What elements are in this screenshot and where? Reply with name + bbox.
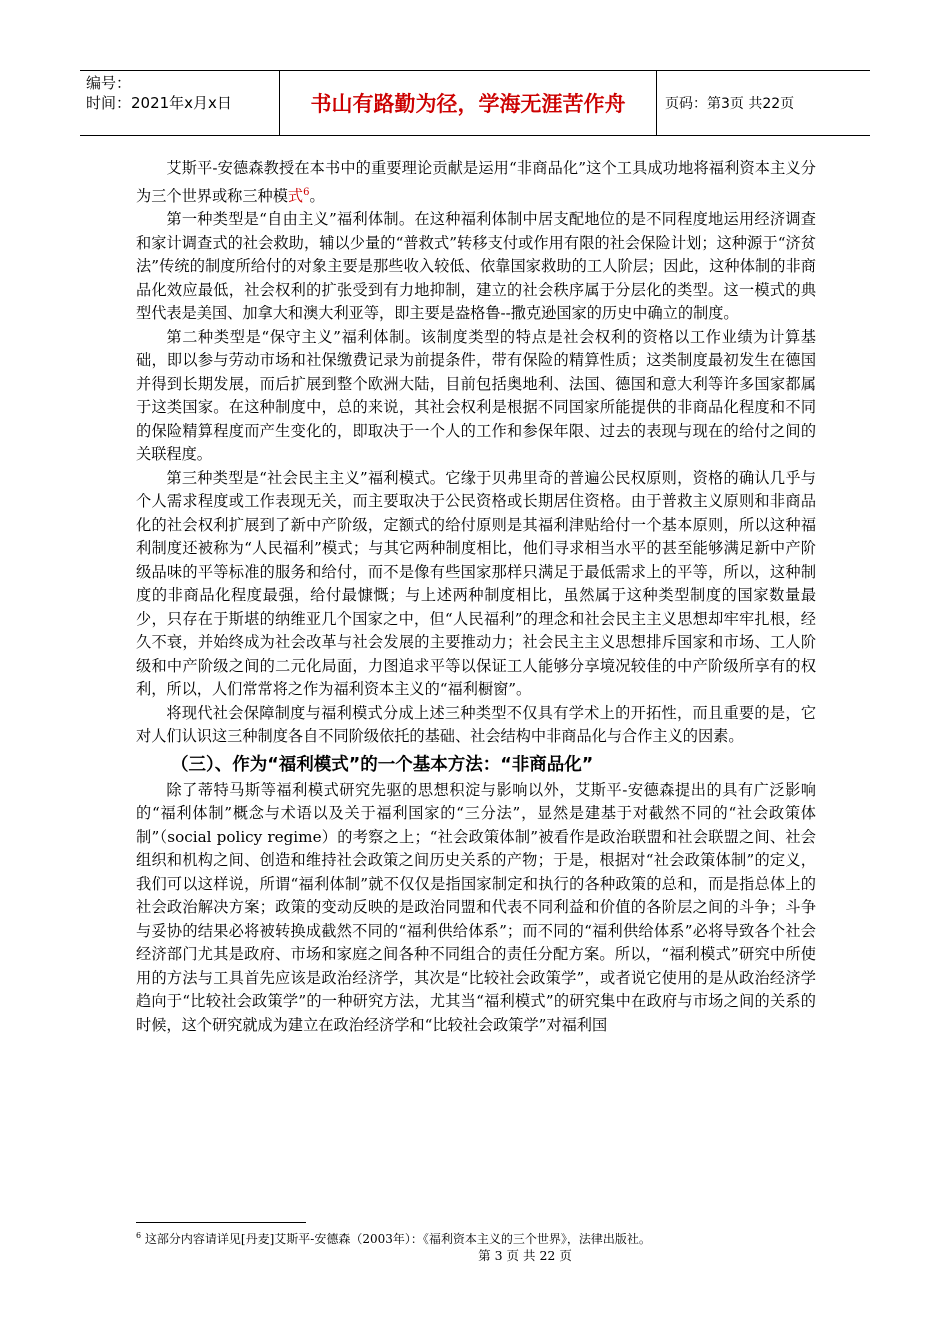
paragraph-1-text: 艾斯平-安德森教授在本书中的重要理论贡献是运用“非商品化”这个工具成功地将福利资本主义分为三个世界或称三种模 [136, 159, 816, 205]
footnote-number: 6 [136, 1231, 142, 1240]
paragraph-6: 除了蒂特马斯等福利模式研究先驱的思想积淀与影响以外，艾斯平-安德森提出的具有广泛影响的“福利体制”概念与术语以及关于福利国家的“三分法”，显然是建基于对截然不同的“社会政策体制”（social policy regime）的考察之上；“社会政策体制”被看作是政治联盟和社会联盟之间、社会组织和机构之间、创造和维持社会政策之间历史关系的产物；于是，根据对“社会政策体制”的定义，我们可以这样说，所谓“福利体制”就不仅仅是指国家制定和执行的各种政策的总和，而是指总体上的社会政治解决方案；政策的变动反映的是政治同盟和代表不同利益和价值的各阶层之间的斗争；斗争与妥协的结果必将被转换成截然不同的“福利供给体系”；而不同的“福利供给体系”必将导致各个社会经济部门尤其是政府、市场和家庭之间各种不同组合的责任分配方案。所以，“福利模式”研究中所使用的方法与工具首先应该是政治经济学，其次是“比较社会政策学”，或者说它使用的是从政治经济学趋向于“比较社会政策学”的一种研究方法，尤其当“福利模式”的研究集中在政府与市场之间的关系的时候，这个研究就成为建立在政治经济学和“比较社会政策学”对福利国 [136, 780, 816, 1034]
footnote-reference[interactable]: 6 [303, 186, 310, 198]
footnote [136, 1228, 816, 1247]
document-body [136, 157, 816, 1037]
page-header [80, 70, 870, 136]
paragraph-3: 第二种类型是“保守主义”福利体制。该制度类型的特点是社会权利的资格以工作业绩为计算基础，即以参与劳动市场和社保缴费记录为前提条件，带有保险的精算性质；这类制度最初发生在德国并得到长期发展，而后扩展到整个欧洲大陆，目前包括奥地利、法国、德国和意大利等许多国家都属于这类国家。在这种制度中，总的来说，其社会权利是根据不同国家所能提供的非商品化程度和不同的保险精算程度而产生变化的，即取决于一个人的工作和参保年限、过去的表现与现在的给付之间的关联程度。 [136, 327, 816, 464]
header-meta [80, 71, 280, 135]
header-time-label: 时间：2021年x月x日 [86, 94, 232, 112]
section-heading: （三）、作为“福利模式”的一个基本方法：“非商品化” [171, 754, 594, 775]
footnote-text: 这部分内容请详见[丹麦]艾斯平-安德森（2003年）：《福利资本主义的三个世界》，法律出版社。 [144, 1232, 651, 1246]
header-number-label: 编号： [86, 74, 132, 92]
paragraph-2: 第一种类型是“自由主义”福利体制。在这种福利体制中居支配地位的是不同程度地运用经济调查和家计调查式的社会救助，辅以少量的“普救式”转移支付或作用有限的社会保险计划；这种源于“济贫法”传统的制度所给付的对象主要是那些收入较低、依靠国家救助的工人阶层；因此，这种体制的非商品化效应最低，社会权利的扩张受到有力地抑制，建立的社会秩序属于分层化的类型。这一模式的典型代表是美国、加拿大和澳大利亚等，即主要是盎格鲁--撒克逊国家的历史中确立的制度。 [136, 210, 816, 323]
paragraph-5: 将现代社会保障制度与福利模式分成上述三种类型不仅具有学术上的开拓性，而且重要的是，它对人们认识这三种制度各自不同阶级依托的基础、社会结构中非商品化与合作主义的因素。 [136, 703, 816, 746]
footnote-divider [136, 1222, 306, 1223]
paragraph-1 [136, 157, 816, 208]
paragraph-1-highlight: 式 [287, 186, 304, 205]
paragraph-1-end: 。 [309, 186, 325, 205]
paragraph-4: 第三种类型是“社会民主主义”福利模式。它缘于贝弗里奇的普遍公民权原则，资格的确认几乎与个人需求程度或工作表现无关，而主要取决于公民资格或长期居住资格。由于普救主义原则和非商品化的社会权利扩展到了新中产阶级，定额式的给付原则是其福利津贴给付一个基本原则，所以这种福利制度还被称为“人民福利”模式；与其它两种制度相比，他们寻求相当水平的甚至能够满足新中产阶级品味的平等标准的服务和给付，而不是像有些国家那样只满足于最低需求上的平等，所以，这种制度的非商品化程度最强，给付最慷慨；与上述两种制度相比，虽然属于这种类型制度的国家数量最少，只存在于斯堪的纳维亚几个国家之中，但“人民福利”的理念和社会民主主义思想却牢牢扎根，经久不衰，并始终成为社会改革与社会发展的主要推动力；社会民主主义思想排斥国家和市场、工人阶级和中产阶级之间的二元化局面，力图追求平等以保证工人能够分享境况较佳的中产阶级所享有的权利，所以，人们常常将之作为福利资本主义的“福利橱窗”。 [136, 468, 816, 699]
header-motto: 书山有路勤为径，学海无涯苦作舟 [280, 71, 657, 135]
page-footer: 第 3 页 共 22 页 [478, 1248, 572, 1263]
header-page-info: 页码：第3页 共22页 [665, 96, 795, 112]
